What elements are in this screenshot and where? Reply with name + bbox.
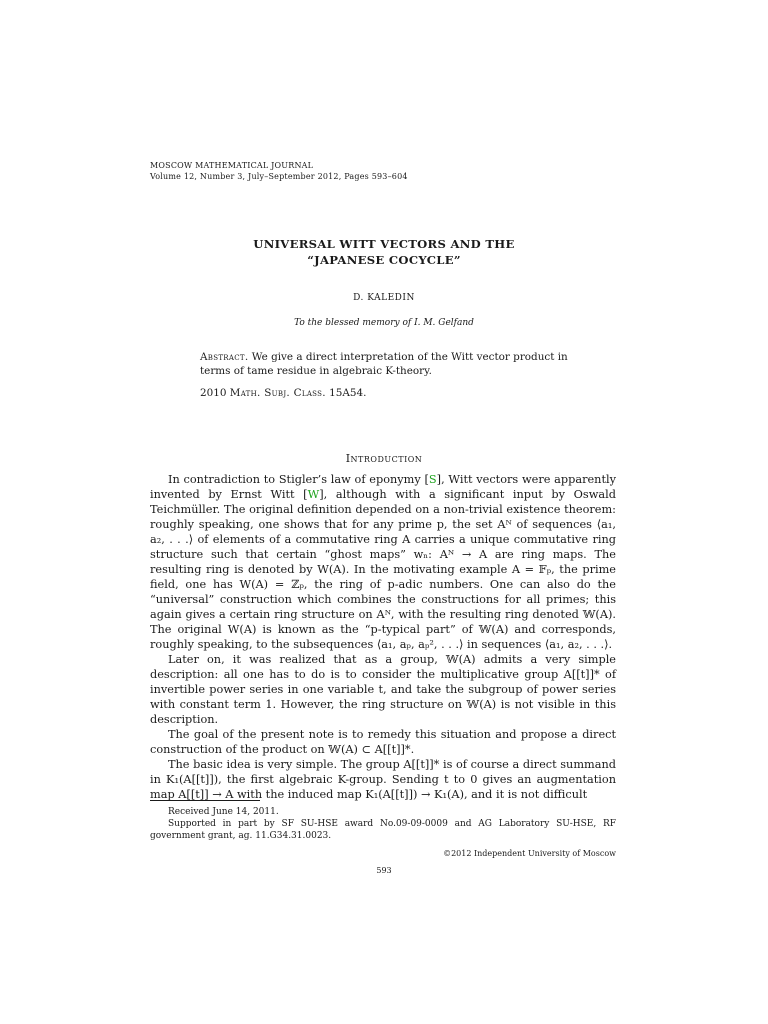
- footnote-received: Received June 14, 2011.: [168, 807, 279, 817]
- paragraph-1: [150, 472, 616, 652]
- paper-title: [150, 236, 618, 268]
- paragraph-1-part-a: In contradiction to Stigler’s law of eponymy [: [168, 473, 429, 486]
- citation-link-s[interactable]: S: [428, 473, 437, 486]
- footnote-support: Supported in part by SF SU-HSE award No.09-09-0009 and AG Laboratory SU-HSE, RF government grant, ag. 11.G34.31.0023.: [150, 819, 616, 841]
- journal-name: MOSCOW MATHEMATICAL JOURNAL: [150, 161, 314, 170]
- dedication: To the blessed memory of I. M. Gelfand: [294, 318, 474, 328]
- msc-year: 2010: [200, 387, 227, 399]
- paragraph-4: The basic idea is very simple. The group A[[t]]* is of course a direct summand in K₁(A[[t]]), the first algebraic K-group. Sending t to 0 gives an augmentation map A[[t]] → A with the induced map K₁(A[[t]]) → K₁(A), and it is not difficult: [150, 758, 616, 801]
- paragraph-1-part-c: ], although with a significant input by Oswald Teichmüller. The original definition depended on a non-trivial existence theorem: roughly speaking, one shows that for any prime p, the set Aᴺ of sequences ⟨a₁, a₂, . . .⟩ of elements of a commutative ring A carries a unique commutative ring structure such that certain “ghost maps” wₙ: Aᴺ → A are ring maps. The resulting ring is denoted by W(A). In the motivating example A = 𝔽ₚ, the prime field, one has W(A) = ℤₚ, the ring of p-adic numbers. One can also do the “universal” construction which combines the constructions for all primes; this again gives a certain ring structure on Aᴺ, with the resulting ring denoted 𝕎(A). The original W(A) is known as the “p-typical part” of 𝕎(A) and corresponds, roughly speaking, to the subsequences ⟨a₁, aₚ, aₚ², . . .⟩ in sequences ⟨a₁, a₂, . . .⟩.: [150, 488, 616, 651]
- section-heading: Introduction: [345, 452, 423, 465]
- footnotes: [150, 806, 616, 842]
- abstract-text: We give a direct interpretation of the Witt vector product in terms of tame residue in algebraic K-theory.: [200, 351, 568, 377]
- abstract-label: Abstract.: [200, 351, 249, 363]
- paragraph-2: Later on, it was realized that as a group, 𝕎(A) admits a very simple description: all one has to do is to consider the multiplicative group A[[t]]* of invertible power series in one variable t, and take the subgroup of power series with constant term 1. However, the ring structure on 𝕎(A) is not visible in this description.: [150, 653, 616, 726]
- journal-volume-line: Volume 12, Number 3, July–September 2012, Pages 593–604: [150, 172, 408, 181]
- paper-title-line-2: “JAPANESE COCYCLE”: [307, 253, 461, 267]
- msc-label: Math. Subj. Class.: [229, 387, 326, 399]
- msc-classification: [200, 386, 366, 400]
- abstract: [200, 350, 572, 378]
- citation-link-w[interactable]: W: [307, 488, 320, 501]
- body-text: [150, 472, 616, 802]
- paragraph-3: The goal of the present note is to remedy this situation and propose a direct construction of the product on 𝕎(A) ⊂ A[[t]]*.: [150, 728, 616, 756]
- copyright-notice: ©2012 Independent University of Moscow: [443, 849, 616, 858]
- paragraph-1-part-b: ], Witt vectors were apparently invented by Ernst Witt [: [150, 473, 616, 501]
- journal-header: [150, 160, 408, 182]
- page-number: 593: [376, 866, 392, 875]
- author: D. KALEDIN: [353, 293, 415, 303]
- footnote-rule: [150, 800, 260, 801]
- msc-value: 15A54.: [329, 387, 367, 399]
- paper-title-line-1: UNIVERSAL WITT VECTORS AND THE: [253, 237, 515, 251]
